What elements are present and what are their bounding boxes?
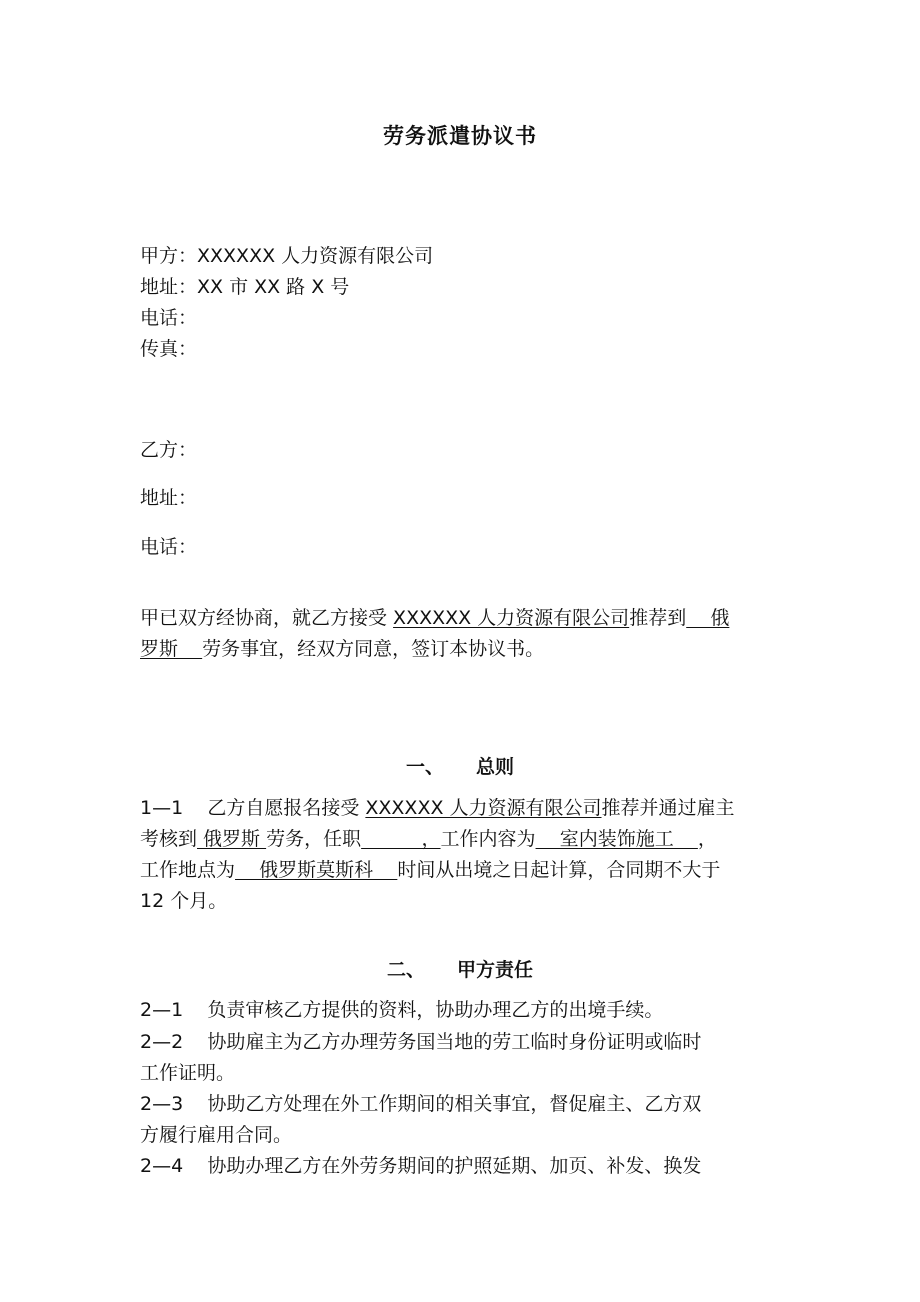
- intro-country: 罗斯: [140, 638, 203, 660]
- clause-2-3-line-2: 方履行雇用合同。: [140, 1124, 293, 1146]
- clause-text: 劳务，任职: [266, 828, 362, 850]
- clause-country: 俄罗斯: [197, 828, 267, 850]
- party-b-address: 地址：: [140, 487, 198, 509]
- clause-2-2-line-2: 工作证明。: [140, 1062, 236, 1084]
- intro-line-1: [140, 606, 790, 630]
- section-title: 甲方责任: [456, 959, 533, 981]
- intro-text: 推荐到: [629, 607, 687, 629]
- document-title: 劳务派遣协议书: [383, 124, 537, 148]
- clause-2-2-line-1: 2—2 协助雇主为乙方办理劳务国当地的劳工临时身份证明或临时: [140, 1031, 702, 1053]
- clause-1-1-line-4: 12 个月。: [140, 890, 228, 912]
- intro-line-2: [140, 637, 790, 661]
- clause-text: 推荐并通过雇主: [601, 797, 735, 819]
- clause-position-blank: ，: [361, 828, 441, 850]
- party-a-address: 地址：XX 市 XX 路 X 号: [140, 276, 350, 298]
- intro-country: 俄: [686, 607, 730, 629]
- clause-text: 工作内容为: [440, 828, 536, 850]
- clause-text: 时间从出境之日起计算，合同期不大于: [397, 859, 721, 881]
- intro-text: 甲已双方经协商，就乙方接受: [140, 607, 394, 629]
- party-a-fax: 传真：: [140, 338, 198, 360]
- party-a-name: 甲方：XXXXXX 人力资源有限公司: [140, 245, 434, 267]
- section-1-heading: [0, 755, 920, 779]
- section-title: 总则: [475, 756, 514, 778]
- section-number: 一、: [405, 756, 444, 778]
- clause-2-3-line-1: 2—3 协助乙方处理在外工作期间的相关事宜，督促雇主、乙方双: [140, 1093, 702, 1115]
- clause-2-4-line-1: 2—4 协助办理乙方在外劳务期间的护照延期、加页、补发、换发: [140, 1155, 702, 1177]
- clause-company: XXXXXX 人力资源有限公司: [365, 797, 602, 819]
- clause-1-1-line-3: [140, 858, 790, 882]
- clause-2-1: 2—1 负责审核乙方提供的资料，协助办理乙方的出境手续。: [140, 999, 664, 1021]
- clause-text: 1—1 乙方自愿报名接受: [140, 797, 366, 819]
- clause-1-1-line-1: [140, 796, 790, 820]
- intro-company: XXXXXX 人力资源有限公司: [393, 607, 630, 629]
- clause-text: ，: [697, 828, 717, 850]
- clause-text: 考核到: [140, 828, 198, 850]
- section-2-heading: [0, 958, 920, 982]
- party-b-phone: 电话：: [140, 536, 198, 558]
- clause-work-content: 室内装饰施工: [535, 828, 698, 850]
- party-a-phone: 电话：: [140, 307, 198, 329]
- clause-text: 工作地点为: [140, 859, 236, 881]
- clause-work-location: 俄罗斯莫斯科: [235, 859, 398, 881]
- clause-1-1-line-2: [140, 827, 790, 851]
- intro-text: 劳务事宜，经双方同意，签订本协议书。: [202, 638, 545, 660]
- section-number: 二、: [386, 959, 425, 981]
- party-b-name: 乙方：: [140, 439, 198, 461]
